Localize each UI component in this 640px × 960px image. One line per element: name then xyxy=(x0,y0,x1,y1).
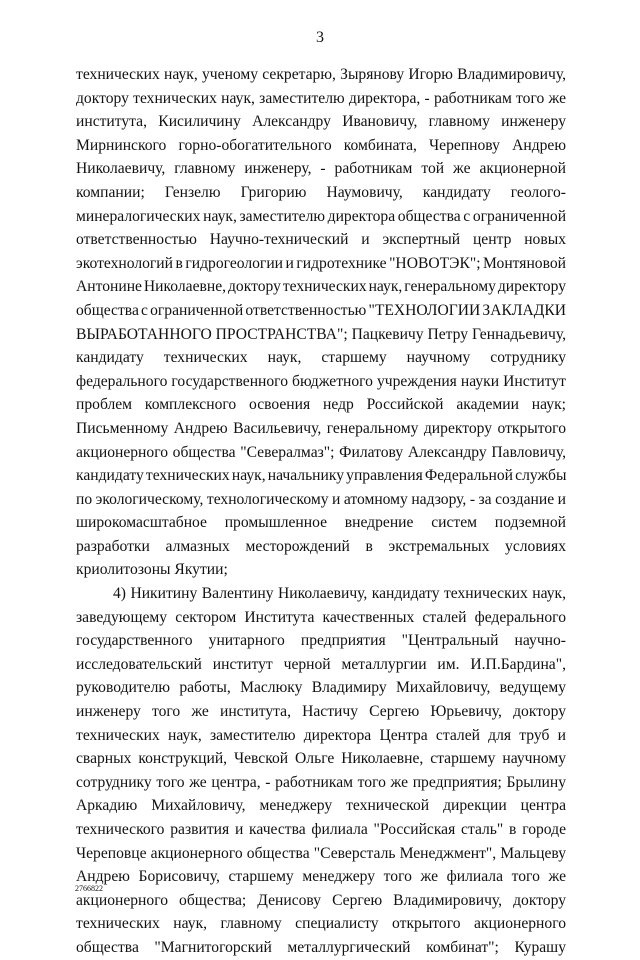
text-line: широкомасштабное промышленное внедрение систем подземной xyxy=(76,514,566,532)
text-line: технического развития и качества филиала "Российская сталь" в городе xyxy=(76,821,566,838)
text-line: института, Кисиличину Александру Ивановичу, главному инженеру xyxy=(76,113,566,131)
text-line: государственного унитарного предприятия "Центральный научно- xyxy=(76,632,566,650)
text-line: федерального государственного бюджетного учреждения науки Институт xyxy=(76,372,566,390)
text-line: Андрею Борисовичу, старшему менеджеру того же филиала того же xyxy=(76,868,566,886)
text-line: доктору технических наук, заместителю директора, - работникам того же xyxy=(76,89,566,107)
text-line: сотруднику того же центра, - работникам того же предприятия; Брылину xyxy=(76,773,566,791)
text-line: кандидату технических наук, старшему научному сотруднику xyxy=(76,349,566,367)
text-line: ВЫРАБОТАННОГО ПРОСТРАНСТВА"; Пацкевичу Петру Геннадьевичу, xyxy=(76,325,566,343)
text-line: кандидату технических наук, начальнику управления Федеральной службы xyxy=(76,467,567,485)
text-line: Череповце акционерного общества "Северсталь Менеджмент", Мальцеву xyxy=(76,844,566,862)
text-line: исследовательский институт черной металлургии им. И.П.Бардина", xyxy=(76,655,566,673)
text-line: разработки алмазных месторождений в экстремальных условиях xyxy=(76,537,566,555)
text-line: криолитозоны Якутии; xyxy=(76,561,228,579)
document-code: 2766822 xyxy=(75,884,103,893)
paragraph xyxy=(76,63,566,582)
paragraph xyxy=(76,582,566,960)
text-line: Письменному Андрею Васильевичу, генеральному директору открытого xyxy=(76,419,566,437)
text-line: Мирнинского горно-обогатительного комбината, Черепнову Андрею xyxy=(76,136,566,154)
text-line: экотехнологий в гидрогеологии и гидротехнике "НОВОТЭК"; Монтяновой xyxy=(76,254,566,272)
text-line: проблем комплексного освоения недр Российской академии наук; xyxy=(76,396,566,414)
document-body xyxy=(76,63,566,960)
text-line: инженеру того же института, Настичу Сергею Юрьевичу, доктору xyxy=(76,703,566,721)
text-line: технических наук, заместителю директора Центра сталей для труб и xyxy=(76,726,566,744)
text-line: технических наук, главному специалисту открытого акционерного xyxy=(76,915,566,933)
text-line: по экологическому, технологическому и атомному надзору, - за создание и xyxy=(76,490,566,508)
text-line: акционерного общества; Денисову Сергею Владимировичу, доктору xyxy=(76,891,566,909)
text-line: общества с ограниченной ответственностью "ТЕХНОЛОГИИ ЗАКЛАДКИ xyxy=(76,301,567,319)
text-line: заведующему сектором Института качественных сталей федерального xyxy=(76,608,566,626)
text-line: компании; Гензелю Григорию Наумовичу, кандидату геолого- xyxy=(76,183,566,201)
text-line: Николаевичу, главному инженеру, - работникам той же акционерной xyxy=(76,160,566,178)
text-line: Антонине Николаевне, доктору технических наук, генеральному директору xyxy=(76,278,566,296)
text-line: Аркадию Михайловичу, менеджеру технической дирекции центра xyxy=(76,797,566,815)
text-line: технических наук, ученому секретарю, Зырянову Игорю Владимировичу, xyxy=(76,66,566,83)
text-line: руководителю работы, Маслюку Владимиру Михайловичу, ведущему xyxy=(76,679,566,697)
text-line: минералогических наук, заместителю директора общества с ограниченной xyxy=(76,207,567,225)
page-number: 3 xyxy=(316,29,324,46)
text-line: ответственностью Научно-технический и экспертный центр новых xyxy=(76,231,566,249)
text-line: 4) Никитину Валентину Николаевичу, кандидату технических наук, xyxy=(113,585,566,603)
text-line: акционерного общества "Севералмаз"; Филатову Александру Павловичу, xyxy=(76,443,566,461)
text-line: общества "Магнитогорский металлургический комбинат"; Курашу xyxy=(76,938,566,956)
text-line: сварных конструкций, Чевской Ольге Николаевне, старшему научному xyxy=(76,750,566,768)
